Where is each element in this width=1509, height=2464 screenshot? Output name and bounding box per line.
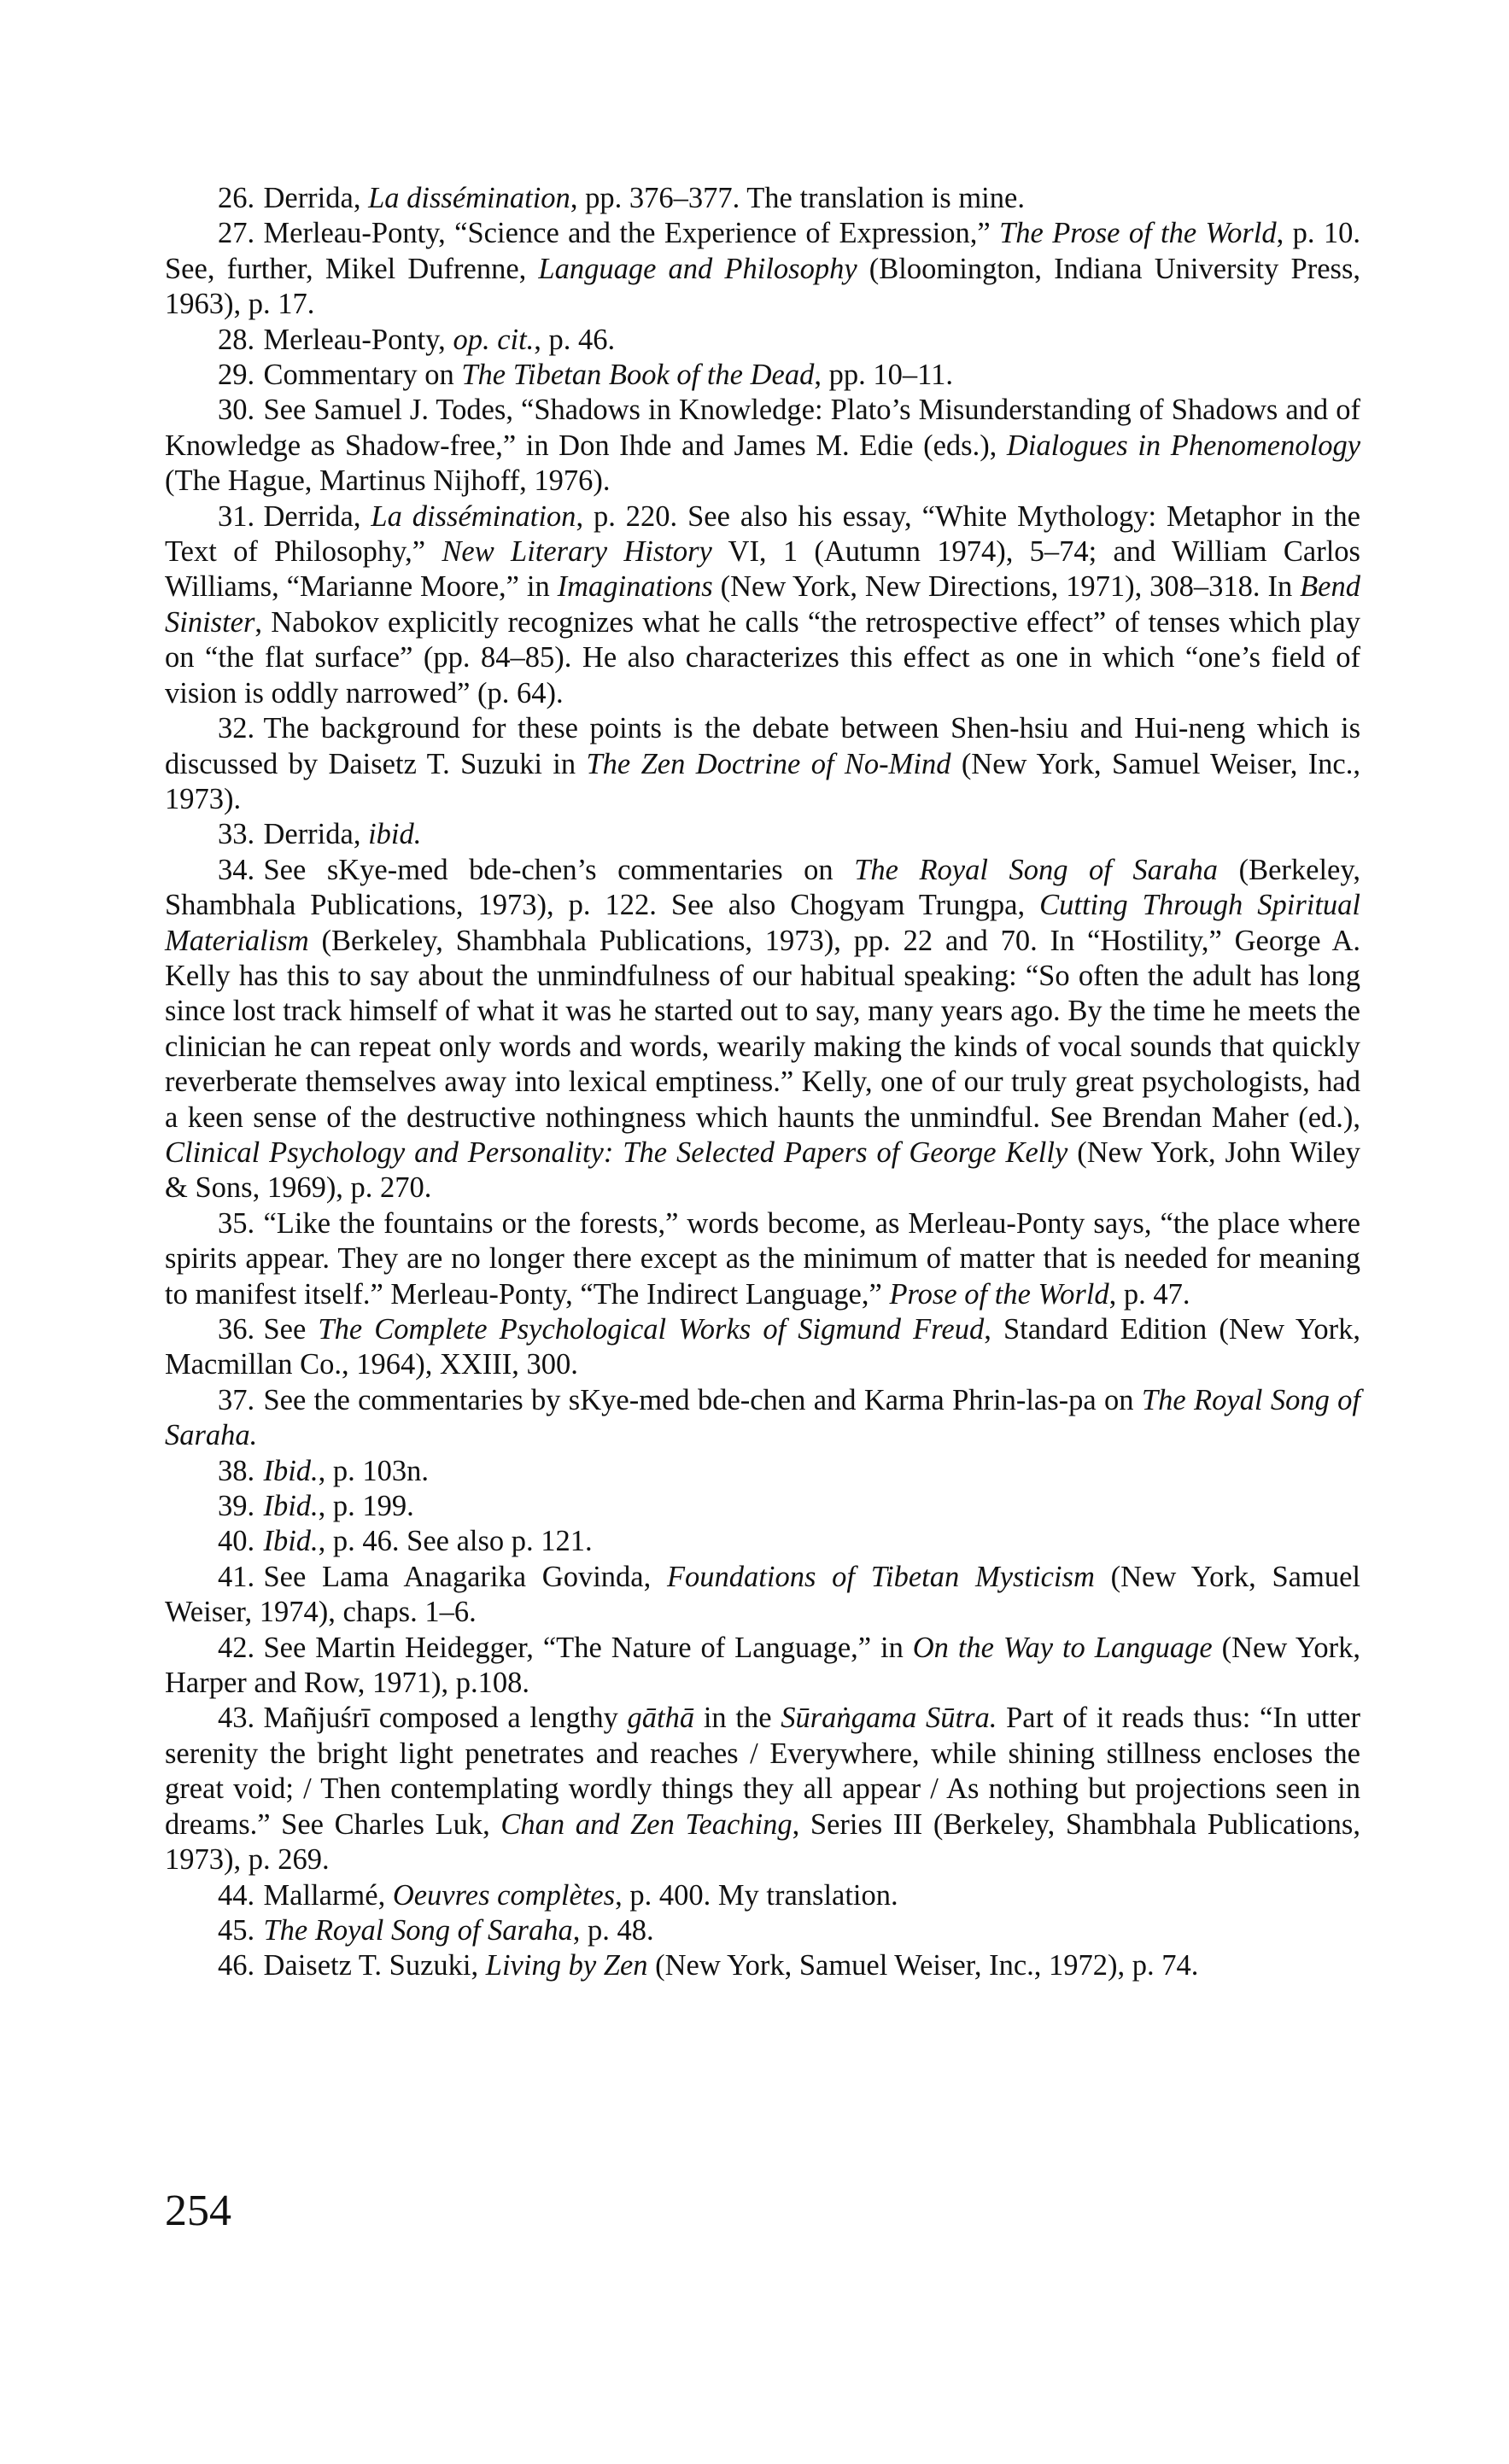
footnote-number: 28. <box>218 323 255 356</box>
italic-title: The Royal Song of Saraha <box>263 1913 573 1947</box>
footnote-text: , p. 46. See also p. 121. <box>318 1525 593 1558</box>
footnote-text: Merleau-Ponty, “Science and the Experience of Expression,” <box>263 217 1000 250</box>
footnote-text: (The Hague, Martinus Nijhoff, 1976). <box>165 464 611 498</box>
italic-title: The Prose of the World <box>999 217 1277 250</box>
footnote-number: 29. <box>218 359 255 392</box>
footnote-number: 31. <box>218 499 255 533</box>
footnote-text: VI, 1 (Autumn 1974), 5–74; and William Carlos Williams, “Marianne Moore,” in <box>165 535 1360 604</box>
italic-title: The Zen Doctrine of No-Mind <box>586 747 951 780</box>
italic-title: La dissémination <box>368 182 570 214</box>
footnote-44 <box>165 1878 1360 1913</box>
italic-title: Oeuvres complètes <box>392 1878 616 1912</box>
footnote-text: Merleau-Ponty, <box>263 323 453 356</box>
footnote-32 <box>165 711 1360 817</box>
italic-title: Living by Zen <box>485 1949 648 1982</box>
footnote-number: 27. <box>218 217 255 250</box>
footnote-30 <box>165 393 1360 499</box>
footnote-text: (New York, New Directions, 1971), 308–318. In <box>712 570 1301 604</box>
italic-title: Dialogues in Phenomenology <box>1006 429 1361 462</box>
footnote-text: See sKye-med bde-chen’s commentaries on <box>263 853 855 886</box>
italic-title: Prose of the World <box>889 1277 1109 1311</box>
footnote-text: , p. 400. My translation. <box>615 1878 898 1912</box>
footnote-text: , pp. 10–11. <box>814 359 953 392</box>
footnote-number: 36. <box>218 1313 255 1346</box>
footnote-text: See Martin Heidegger, “The Nature of Language,” in <box>263 1631 913 1664</box>
footnote-27 <box>165 216 1360 322</box>
footnote-28 <box>165 323 1360 358</box>
footnote-text: , p. 10. See, further, Mikel Dufrenne, <box>165 217 1360 285</box>
notes-list <box>165 181 1360 1984</box>
page-number: 254 <box>165 2187 231 2235</box>
italic-title: Ibid. <box>263 1525 319 1558</box>
footnote-41 <box>165 1560 1360 1631</box>
italic-title: Cutting Through Spiritual Materialism <box>165 889 1361 957</box>
footnote-text: , p. 199. <box>318 1490 414 1523</box>
footnote-text: Commentary on <box>263 359 462 392</box>
footnote-text: Daisetz T. Suzuki, <box>263 1949 486 1982</box>
footnote-text: , Series III (Berkeley, Shambhala Publications, 1973), p. 269. <box>165 1807 1360 1877</box>
footnote-number: 37. <box>218 1383 255 1416</box>
footnote-31 <box>165 499 1360 711</box>
footnote-number: 26. <box>218 182 255 214</box>
footnote-text: Derrida, <box>263 499 371 533</box>
italic-title: Ibid. <box>263 1454 319 1487</box>
footnote-text: (Bloomington, Indiana University Press, 1963), p. 17. <box>165 252 1361 321</box>
footnote-38 <box>165 1454 1360 1489</box>
footnote-number: 30. <box>218 394 255 427</box>
footnote-37 <box>165 1383 1360 1454</box>
italic-title: Sūraṅgama Sūtra. <box>781 1702 997 1735</box>
footnote-43 <box>165 1701 1360 1877</box>
footnote-number: 45. <box>218 1913 255 1947</box>
footnote-26 <box>165 181 1360 216</box>
footnote-number: 42. <box>218 1631 255 1664</box>
footnote-text: See Lama Anagarika Govinda, <box>263 1560 667 1593</box>
footnote-number: 35. <box>218 1206 255 1240</box>
footnote-text: See <box>263 1313 319 1346</box>
notes-page <box>165 181 1360 1984</box>
footnote-text: , p. 220. See also his essay, “White Mythology: Metaphor in the Text of Philosophy,” <box>165 499 1360 569</box>
footnote-35 <box>165 1206 1360 1312</box>
italic-title: Foundations of Tibetan Mysticism <box>666 1560 1095 1593</box>
footnote-36 <box>165 1312 1360 1383</box>
footnote-text: , p. 103n. <box>318 1454 430 1487</box>
italic-title: Ibid. <box>263 1490 319 1523</box>
italic-title: La dissémination <box>371 499 576 533</box>
footnote-45 <box>165 1913 1360 1948</box>
italic-title: New Literary History <box>442 535 712 569</box>
italic-title: Language and Philosophy <box>538 252 857 285</box>
footnote-text: , p. 47. <box>1108 1277 1190 1311</box>
footnote-text: in the <box>694 1702 781 1735</box>
footnote-text: , Standard Edition (New York, Macmillan Co., 1964), XXIII, 300. <box>165 1313 1360 1381</box>
footnote-text: See Samuel J. Todes, “Shadows in Knowledge: Plato’s Misunderstanding of Shadows and of Knowledge as Shadow-free,” in Don Ihde and James M. Edie (eds.), <box>165 394 1360 462</box>
footnote-text: , p. 46. <box>534 323 616 356</box>
footnote-text: (New York, Samuel Weiser, Inc., 1972), p. 74. <box>647 1949 1199 1982</box>
footnote-number: 32. <box>218 712 255 745</box>
footnote-text: (Berkeley, Shambhala Publications, 1973), pp. 22 and 70. In “Hostility,” George A. Kelly has this to say about the unmindfulness of our habitual speaking: “So often the adult has long since lost track himself of what it was he started out to say, many years ago. By the time he meets the clinician he can repeat only words and words, wearily making the kinds of vocal sounds that quickly reverberate themselves away into lexical emptiness.” Kelly, one of our truly great psychologists, had a keen sense of the destructive nothingness which haunts the unmindful. See Brendan Maher (ed.), <box>165 924 1360 1134</box>
italic-title: The Royal Song of Saraha. <box>165 1383 1360 1452</box>
footnote-39 <box>165 1489 1360 1524</box>
footnote-number: 39. <box>218 1490 255 1523</box>
footnote-33 <box>165 817 1360 852</box>
italic-title: ibid. <box>368 818 422 851</box>
italic-title: gāthā <box>627 1702 695 1735</box>
footnote-text: The background for these points is the debate between Shen-hsiu and Hui-neng which is discussed by Daisetz T. Suzuki in <box>165 712 1360 780</box>
footnote-number: 38. <box>218 1454 255 1487</box>
footnote-text: “Like the fountains or the forests,” words become, as Merleau-Ponty says, “the place where spirits appear. They are no longer there except as the minimum of matter that is needed for meaning to manifest itself.” Merleau-Ponty, “The Indirect Language,” <box>165 1206 1360 1311</box>
footnote-29 <box>165 358 1360 393</box>
footnote-40 <box>165 1524 1360 1559</box>
italic-title: The Complete Psychological Works of Sigmund Freud <box>318 1313 985 1346</box>
footnote-number: 46. <box>218 1949 255 1982</box>
footnote-number: 34. <box>218 853 255 886</box>
footnote-34 <box>165 853 1360 1206</box>
footnote-text: (New York, Samuel Weiser, 1974), chaps. 1–6. <box>165 1560 1360 1629</box>
italic-title: op. cit. <box>453 323 535 356</box>
footnote-text: Mañjuśrī composed a lengthy <box>263 1702 628 1735</box>
footnote-text: , Nabokov explicitly recognizes what he calls “the retrospective effect” of tenses which play on “the flat surface” (pp. 84–85). He also characterizes this effect as one in which “one’s field of vision is oddly narrowed” (p. 64). <box>165 605 1360 709</box>
footnote-number: 41. <box>218 1560 255 1593</box>
footnote-text: Derrida, <box>263 182 369 214</box>
italic-title: Imaginations <box>557 570 713 604</box>
footnote-text: (New York, Samuel Weiser, Inc., 1973). <box>165 747 1360 815</box>
italic-title: The Royal Song of Saraha <box>854 853 1219 886</box>
footnote-number: 44. <box>218 1878 255 1912</box>
footnote-text: Part of it reads thus: “In utter serenity the bright light penetrates and reaches / Everywhere, while shining stillness encloses the great void; / Then contemplating wordly things they all appear / As nothing but projections seen in dreams.” See Charles Luk, <box>165 1702 1360 1841</box>
italic-title: Bend Sinister <box>165 570 1360 639</box>
footnote-text: , pp. 376–377. The translation is mine. <box>570 182 1025 214</box>
italic-title: Clinical Psychology and Personality: The Selected Papers of George Kelly <box>165 1136 1068 1169</box>
footnote-46 <box>165 1948 1360 1983</box>
footnote-number: 43. <box>218 1702 255 1735</box>
footnote-number: 40. <box>218 1525 255 1558</box>
footnote-text: (New York, Harper and Row, 1971), p.108. <box>165 1631 1360 1700</box>
footnote-42 <box>165 1631 1360 1702</box>
italic-title: On the Way to Language <box>912 1631 1213 1664</box>
footnote-text: , p. 48. <box>572 1913 654 1947</box>
italic-title: The Tibetan Book of the Dead <box>461 359 815 392</box>
footnote-text: (New York, John Wiley & Sons, 1969), p. 270. <box>165 1136 1360 1205</box>
footnote-text: Mallarmé, <box>263 1878 393 1912</box>
footnote-number: 33. <box>218 818 255 851</box>
footnote-text: (Berkeley, Shambhala Publications, 1973), p. 122. See also Chogyam Trungpa, <box>165 853 1360 922</box>
footnote-text: Derrida, <box>263 818 369 851</box>
italic-title: Chan and Zen Teaching <box>500 1807 793 1841</box>
footnote-text: See the commentaries by sKye-med bde-chen and Karma Phrin-las-pa on <box>263 1383 1142 1416</box>
